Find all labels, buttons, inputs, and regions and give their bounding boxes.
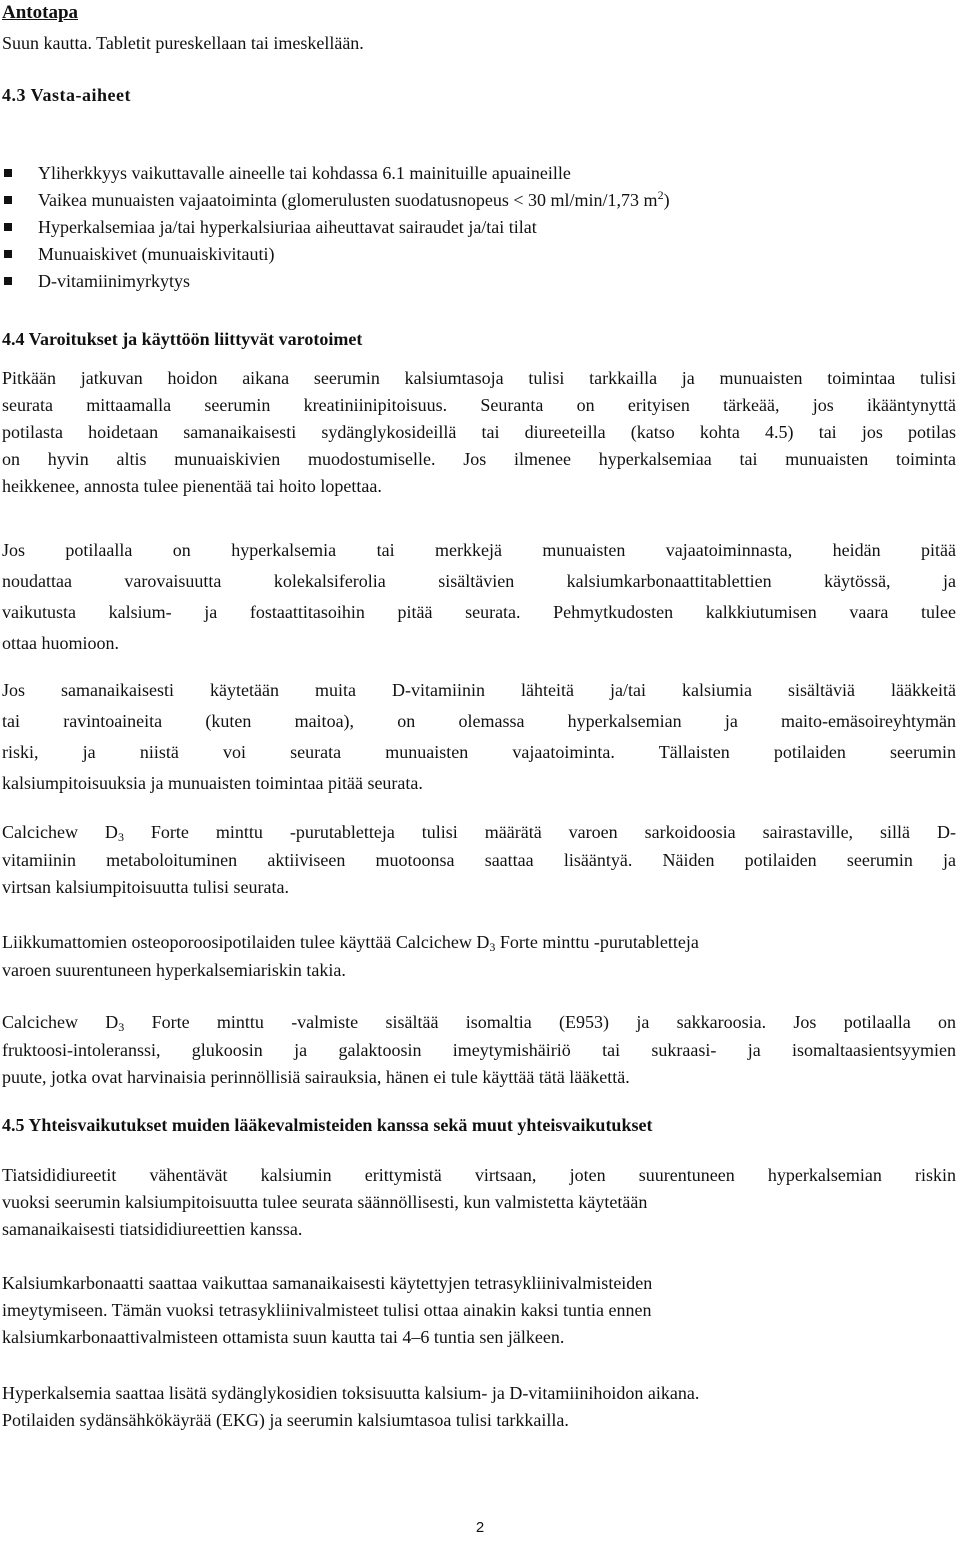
bullet-square-icon: [4, 196, 12, 204]
paragraph-tetracycline: Kalsiumkarbonaatti saattaa vaikuttaa samanaikaisesti käytettyjen tetrasykliinivalmisteiden imeytymiseen. Tämän vuoksi tetrasykliinivalmisteet tulisi ottaa ainakin kaksi tuntia ennen kalsiumkarbonaattivalmisteen ottamista suun kautta tai 4–6 tuntia sen jälkeen.: [2, 1273, 653, 1347]
superscript: 2: [657, 188, 664, 202]
bullet-square-icon: [4, 223, 12, 231]
administration-text: Suun kautta. Tabletit pureskellaan tai imeskellään.: [2, 33, 364, 53]
paragraph-isomalt: Calcichew $D_3$ Forte minttu -valmiste sisältää isomaltia (E953) ja sakkaroosia. Jos potilaalla on fruktoosi-intoleranssi, glukoosin ja galaktoosin imeytymishäiriö tai sukraasi- ja isomaltaasientsyymien puute, jotka ovat harvinaisia perinnöllisiä sairauksia, hänen ei tule käyttää tätä lääkettä.: [2, 1012, 956, 1087]
list-item: Munuaiskivet (munuaiskivitauti): [4, 241, 670, 268]
bullet-square-icon: [4, 277, 12, 285]
contraindications-list: [4, 160, 670, 295]
paragraph-sarcoidosis: Calcichew $D_3$ Forte minttu -purutabletteja tulisi määrätä varoen sarkoidoosia sairastaville, sillä D- vitamiinin metaboloituminen aktiiviseen muotoonsa saattaa lisääntyä. Näiden potilaiden seerumin ja virtsan kalsiumpitoisuutta tulisi seurata.: [2, 822, 956, 897]
paragraph-cardiac-glycosides: Hyperkalsemia saattaa lisätä sydänglykosidien toksisuutta kalsium- ja D-vitamiinihoidon aikana. Potilaiden sydänsähkökäyrää (EKG) ja seerumin kalsiumtasoa tulisi tarkkailla.: [2, 1383, 700, 1430]
list-item: D-vitamiinimyrkytys: [4, 268, 670, 295]
bullet-square-icon: [4, 169, 12, 177]
section-4-3-heading: 4.3 Vasta-aiheet: [2, 85, 131, 105]
paragraph-vitamin-d-sources: Jos samanaikaisesti käytetään muita D-vitamiinin lähteitä ja/tai kalsiumia sisältäviä lääkkeitä tai ravintoaineita (kuten maitoa), on olemassa hyperkalsemian ja maito-emäsoireyhtymän riski, ja niistä voi seurata munuaisten vajaatoiminta. Tällaisten potilaiden seerumin kalsiumpitoisuuksia ja munuaisten toimintaa pitää seurata.: [2, 680, 956, 793]
bullet-square-icon: [4, 250, 12, 258]
administration-heading: Antotapa: [2, 2, 79, 23]
paragraph-hypercalcemia: Jos potilaalla on hyperkalsemia tai merkkejä munuaisten vajaatoiminnasta, heidän pitää noudattaa varovaisuutta kolekalsiferolia sisältävien kalsiumkarbonaattitablettien käytössä, ja vaikutusta kalsium- ja fostaattitasoihin pitää seurata. Pehmytkudosten kalkkiutumisen vaara tulee ottaa huomioon.: [2, 540, 956, 653]
paragraph-thiazide: Tiatsididiureetit vähentävät kalsiumin erittymistä virtsaan, joten suurentuneen hyperkalsemian riskin vuoksi seerumin kalsiumpitoisuutta tulee seurata säännöllisesti, kun valmistetta käytetään samanaikaisesti tiatsididiureettien kanssa.: [2, 1165, 956, 1239]
list-item: Hyperkalsemiaa ja/tai hyperkalsiuriaa aiheuttavat sairaudet ja/tai tilat: [4, 214, 670, 241]
list-item: Yliherkkyys vaikuttavalle aineelle tai kohdassa 6.1 mainituille apuaineille: [4, 160, 670, 187]
section-4-5-heading: 4.5 Yhteisvaikutukset muiden lääkevalmisteiden kanssa sekä muut yhteisvaikutukset: [2, 1115, 653, 1135]
list-item: Vaikea munuaisten vajaatoiminta (glomerulusten suodatusnopeus < 30 ml/min/1,73 $m^2$): [4, 187, 670, 214]
paragraph-immobilized: Liikkumattomien osteoporoosipotilaiden tulee käyttää Calcichew $D_3$ Forte minttu -purutabletteja varoen suurentuneen hyperkalsemiariskin takia.: [2, 932, 699, 980]
paragraph-monitoring: Pitkään jatkuvan hoidon aikana seerumin kalsiumtasoja tulisi tarkkailla ja munuaisten toimintaa tulisi seurata mittaamalla seerumin kreatiniinipitoisuus. Seuranta on erityisen tärkeää, jos ikääntynyttä potilasta hoidetaan samanaikaisesti sydänglykosideillä tai diureeteilla (katso kohta 4.5) tai jos potilas on hyvin altis munuaiskivien muodostumiselle. Jos ilmenee hyperkalsemiaa tai munuaisten toiminta heikkenee, annosta tulee pienentää tai hoito lopettaa.: [2, 368, 956, 496]
section-4-4-heading: 4.4 Varoitukset ja käyttöön liittyvät varotoimet: [2, 329, 363, 349]
page-number: 2: [475, 1519, 485, 1536]
